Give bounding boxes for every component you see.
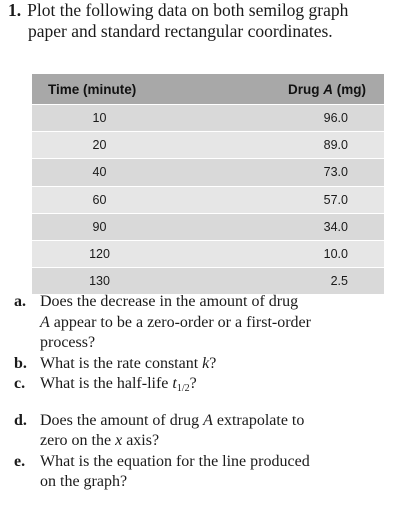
cell-drug: 89.0: [167, 132, 384, 159]
question-a-letter: a.: [14, 293, 26, 310]
header-time: Time (minute): [32, 74, 167, 105]
header-drug-prefix: Drug: [288, 81, 324, 97]
table-row: [32, 105, 384, 132]
header-drug-suffix: (mg): [333, 81, 366, 97]
cell-drug: 73.0: [167, 159, 384, 186]
question-e-text-2: on the graph?: [40, 473, 128, 490]
cell-drug: 10.0: [167, 240, 384, 267]
cell-time: 40: [32, 159, 167, 186]
cell-time: 90: [32, 213, 167, 240]
problem-text-line2: paper and standard rectangular coordinates.: [28, 21, 333, 41]
question-d-var2: x: [115, 432, 123, 449]
cell-time: 130: [32, 268, 167, 295]
table-row: [32, 186, 384, 213]
question-a-text-2: appear to be a zero-order or a first-order: [49, 313, 311, 331]
cell-time: 10: [32, 105, 167, 132]
cell-drug: 2.5: [167, 268, 384, 295]
question-a-text-3: process?: [40, 334, 96, 351]
header-drug-var: A: [323, 81, 333, 97]
question-c-letter: c.: [14, 375, 26, 392]
question-e-text-1: What is the equation for the line produced: [40, 452, 310, 470]
question-list: [14, 292, 392, 493]
cell-drug: 34.0: [167, 213, 384, 240]
problem-statement: [8, 0, 392, 42]
table-row: [32, 240, 384, 267]
cell-time: 60: [32, 186, 167, 213]
question-c-text-1: What is the half-life: [40, 375, 173, 392]
question-a-var: A: [40, 313, 50, 331]
cell-drug: 96.0: [167, 105, 384, 132]
question-c-text-2: ?: [189, 375, 197, 392]
question-a: [14, 292, 392, 354]
table-row: [32, 213, 384, 240]
question-d-text-1: Does the amount of drug: [40, 411, 204, 429]
question-e-letter: e.: [14, 452, 26, 470]
cell-time: 120: [32, 240, 167, 267]
question-e: [14, 452, 392, 493]
question-b-letter: b.: [14, 354, 27, 372]
table-row: [32, 268, 384, 295]
cell-time: 20: [32, 132, 167, 159]
question-d-var: A: [203, 411, 213, 429]
question-a-text-1: Does the decrease in the amount of drug: [40, 293, 299, 310]
question-d-text-3: zero on the: [40, 432, 116, 449]
question-b: [14, 354, 392, 375]
problem-number: 1.: [8, 0, 22, 20]
question-d-text-4: axis?: [122, 432, 160, 449]
question-c: [14, 374, 392, 400]
question-c-var: t: [172, 375, 177, 392]
header-drug: [167, 74, 384, 105]
cell-drug: 57.0: [167, 186, 384, 213]
question-b-var: k: [202, 354, 210, 372]
problem-text-line1: Plot the following data on both semilog graph: [27, 0, 349, 20]
question-d-text-2: extrapolate to: [212, 411, 305, 429]
question-b-text-2: ?: [209, 354, 217, 372]
table-header-row: [32, 74, 384, 105]
question-c-subscript: 1/2: [176, 383, 190, 394]
table-row: [32, 159, 384, 186]
question-d-letter: d.: [14, 411, 27, 429]
table-row: [32, 132, 384, 159]
question-b-text-1: What is the rate constant: [40, 354, 203, 372]
data-table: [32, 74, 384, 294]
question-d: [14, 411, 392, 452]
